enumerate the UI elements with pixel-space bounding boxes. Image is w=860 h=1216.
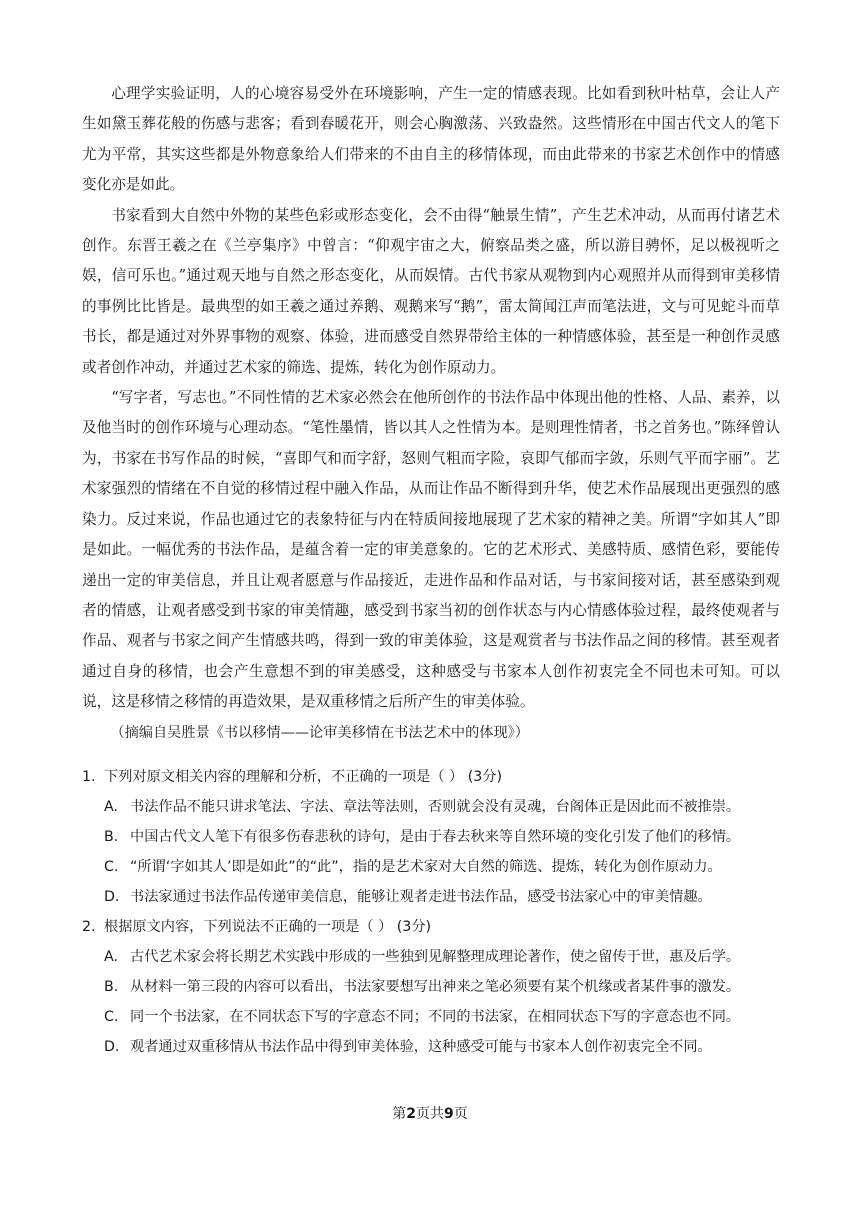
option-letter: D.: [104, 889, 120, 905]
question-1: [82, 762, 782, 912]
passage-source: （摘编自吴胜景《书以移情——论审美移情在书法艺术中的体现》）: [110, 724, 529, 741]
option-text: “所谓‘字如其人’即是如此”的“此”，指的是艺术家对大自然的筛选、提炼，转化为创作原动力。: [130, 859, 722, 875]
option-text: 书法家通过书法作品传递审美信息，能够让观者走进书法作品，感受书法家心中的审美情趣。: [130, 889, 712, 905]
option-text: 古代艺术家会将长期艺术实践中形成的一些独到见解整理成理论著作，使之留传于世，惠及后学。: [130, 949, 741, 965]
question-2: [82, 912, 782, 1062]
current-page-number: 2: [406, 1106, 416, 1122]
option-letter: D.: [104, 1039, 120, 1055]
passage-paragraph-2: 书家看到大自然中外物的某些色彩或形态变化，会不由得“触景生情”，产生艺术冲动，从而再付诸艺术创作。东晋王羲之在《兰亭集序》中曾言：“仰观宇宙之大，俯察品类之盛，所以游目骋怀，足以极视听之娱，信可乐也。”通过观天地与自然之形态变化，从而娱情。古代书家从观物到内心观照并从而得到审美移情的事例比比皆是。最典型的如王羲之通过养鹅、观鹅来写“鹅”，雷太简闻江声而笔法进，文与可见蛇斗而草书长，都是通过对外界事物的观察、体验，进而感受自然界带给主体的一种情感体验，甚至是一种创作灵感或者创作冲动，并通过艺术家的筛选、提炼，转化为创作原动力。: [82, 206, 780, 376]
option-d: [104, 1032, 782, 1062]
question-stem: 下列对原文相关内容的理解和分析，不正确的一项是（ ） (3分): [104, 769, 502, 785]
question-number: 2.: [82, 919, 96, 935]
total-page-number: 9: [444, 1106, 454, 1122]
option-c: [104, 852, 782, 882]
option-a: [104, 792, 782, 822]
option-text: 同一个书法家，在不同状态下写的字意态不同；不同的书法家，在相同状态下写的字意态也不同。: [130, 1009, 741, 1025]
option-text: 中国古代文人笔下有很多伤春悲秋的诗句，是由于春去秋来等自然环境的变化引发了他们的移情。: [130, 829, 741, 845]
option-letter: A.: [104, 949, 118, 965]
option-letter: A.: [104, 799, 118, 815]
option-letter: B.: [104, 979, 119, 995]
option-text: 从材料一第三段的内容可以看出，书法家要想写出神来之笔必须要有某个机缘或者某件事的激发。: [130, 979, 741, 995]
option-letter: C.: [104, 859, 119, 875]
option-d: [104, 882, 782, 912]
option-letter: C.: [104, 1009, 119, 1025]
question-number: 1.: [82, 769, 96, 785]
option-text: 书法作品不能只讲求笔法、字法、章法等法则，否则就会没有灵魂，台阁体正是因此而不被推崇。: [130, 799, 741, 815]
option-text: 观者通过双重移情从书法作品中得到审美体验，这种感受可能与书家本人创作初衷完全不同。: [130, 1039, 712, 1055]
option-letter: B.: [104, 829, 119, 845]
passage-paragraph-3: “写字者，写志也。”不同性情的艺术家必然会在他所创作的书法作品中体现出他的性格、人品、素养，以及他当时的创作环境与心理动态。“笔性墨情，皆以其人之性情为本。是则理性情者，书之首务也。”陈绎曾认为，书家在书写作品的时候，“喜即气和而字舒，怒则气粗而字险，哀即气郁而字敛，乐则气平而字丽”。艺术家强烈的情绪在不自觉的移情过程中融入作品，从而让作品不断得到升华，使艺术作品展现出更强烈的感染力。反过来说，作品也通过它的表象特征与内在特质间接地展现了艺术家的精神之美。所谓“字如其人”即是如此。一幅优秀的书法作品，是蕴含着一定的审美意象的。它的艺术形式、美感特质、感情色彩，要能传递出一定的审美信息，并且让观者愿意与作品接近，走进作品和作品对话，与书家间接对话，甚至感染到观者的情感，让观者感受到书家的审美情趣，感受到书家当初的创作状态与内心情感体验过程，最终使观者与作品、观者与书家之间产生情感共鸣，得到一致的审美体验，这是观赏者与书法作品之间的移情。甚至观者通过自身的移情，也会产生意想不到的审美感受，这种感受与书家本人创作初衷完全不同也未可知。可以说，这是移情之移情的再造效果，是双重移情之后所产生的审美体验。: [82, 389, 780, 711]
question-list: [82, 762, 782, 1062]
footer-middle: 页共: [416, 1106, 444, 1122]
option-a: [104, 942, 782, 972]
question-stem: 根据原文内容，下列说法不正确的一项是（ ） (3分): [104, 919, 432, 935]
footer-suffix: 页: [453, 1106, 468, 1122]
option-c: [104, 1002, 782, 1032]
passage-paragraph-1: 心理学实验证明，人的心境容易受外在环境影响，产生一定的情感表现。比如看到秋叶枯草，会让人产生如黛玉葬花般的伤感与悲客；看到春暖花开，则会心胸激荡、兴致盎然。这些情形在中国古代文人的笔下尤为平常，其实这些都是外物意象给人们带来的不由自主的移情体现，而由此带来的书家艺术创作中的情感变化亦是如此。: [82, 85, 780, 194]
option-b: [104, 822, 782, 852]
option-b: [104, 972, 782, 1002]
footer-prefix: 第: [392, 1106, 407, 1122]
reading-passage: [82, 79, 780, 748]
page-footer: [0, 1103, 860, 1123]
